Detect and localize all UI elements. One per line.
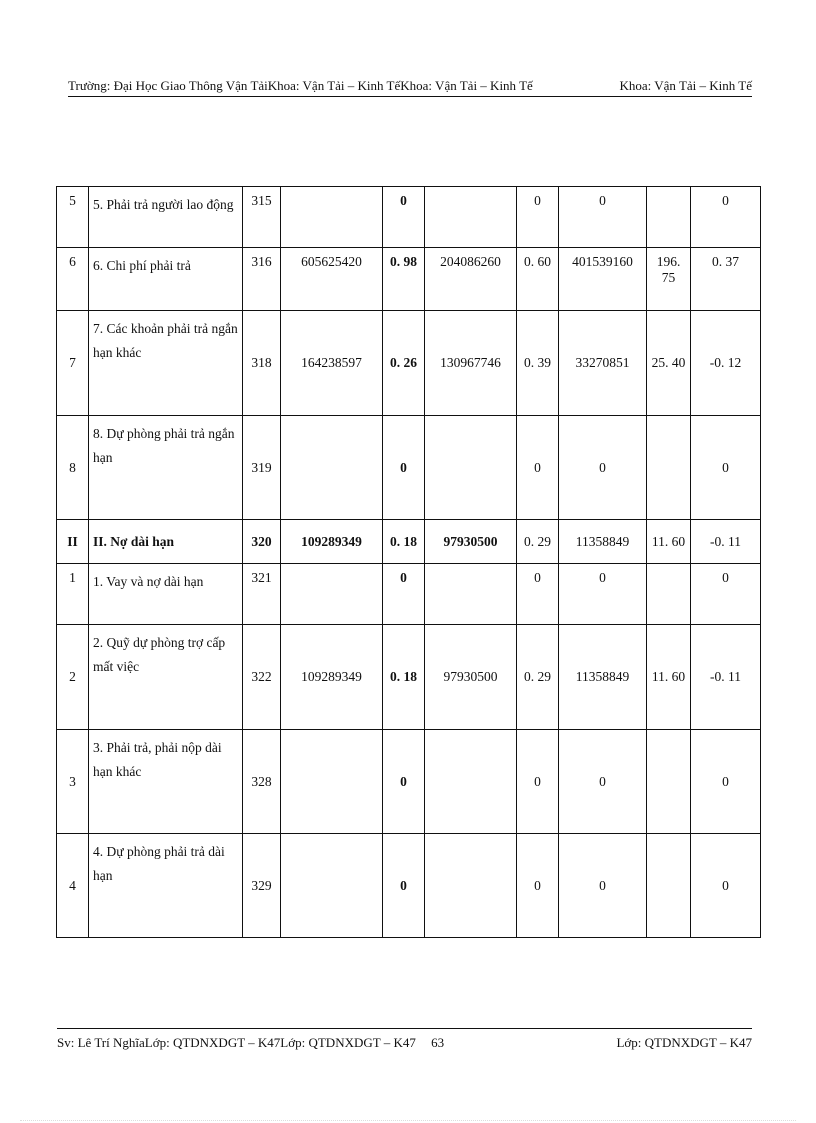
cell-value-end: 109289349 <box>281 520 383 564</box>
cell-diff-pct: 11. 60 <box>647 625 691 730</box>
cell-code: 322 <box>243 625 281 730</box>
table-row <box>57 416 761 520</box>
cell-stt: 3 <box>57 730 89 834</box>
cell-diff: 0 <box>559 416 647 520</box>
cell-pct-start: 0. 29 <box>517 520 559 564</box>
cell-pct-end: 0. 98 <box>383 248 425 311</box>
cell-pct-end: 0 <box>383 834 425 938</box>
cell-pct-end: 0 <box>383 730 425 834</box>
cell-pp: 0 <box>691 564 761 625</box>
cell-value-start: 130967746 <box>425 311 517 416</box>
table-row <box>57 520 761 564</box>
table-row <box>57 730 761 834</box>
cell-pp: 0 <box>691 834 761 938</box>
cell-diff: 11358849 <box>559 625 647 730</box>
cell-name: 1. Vay và nợ dài hạn <box>89 564 243 625</box>
page-footer <box>57 1028 752 1051</box>
cell-diff-pct <box>647 187 691 248</box>
cell-value-start <box>425 834 517 938</box>
page-number: 63 <box>431 1035 445 1050</box>
cell-value-start: 204086260 <box>425 248 517 311</box>
cell-value-start: 97930500 <box>425 520 517 564</box>
cell-pct-start: 0. 39 <box>517 311 559 416</box>
table-row <box>57 564 761 625</box>
cell-pct-end: 0 <box>383 564 425 625</box>
page-header <box>68 72 752 97</box>
cell-name: 5. Phải trả người lao động <box>89 187 243 248</box>
cell-name: 8. Dự phòng phải trả ngắn hạn <box>89 416 243 520</box>
table-row <box>57 187 761 248</box>
cell-value-end: 605625420 <box>281 248 383 311</box>
cell-code: 320 <box>243 520 281 564</box>
footer-author-text: Sv: Lê Trí NghĩaLớp: QTDNXDGT – K47Lớp: QTDNXDGT – K47 <box>57 1035 416 1050</box>
cell-diff: 33270851 <box>559 311 647 416</box>
cell-diff: 11358849 <box>559 520 647 564</box>
cell-pp: 0 <box>691 416 761 520</box>
table-row <box>57 625 761 730</box>
cell-pct-end: 0. 26 <box>383 311 425 416</box>
cell-value-end: 164238597 <box>281 311 383 416</box>
table-row <box>57 248 761 311</box>
cell-pct-start: 0. 29 <box>517 625 559 730</box>
cell-diff: 0 <box>559 564 647 625</box>
cell-pct-end: 0 <box>383 416 425 520</box>
cell-diff-pct <box>647 730 691 834</box>
cell-value-end: 109289349 <box>281 625 383 730</box>
table-row <box>57 834 761 938</box>
cell-value-start <box>425 187 517 248</box>
cell-pp: 0 <box>691 730 761 834</box>
cell-value-end <box>281 730 383 834</box>
cell-pct-end: 0. 18 <box>383 625 425 730</box>
cell-stt: 7 <box>57 311 89 416</box>
cell-pct-start: 0 <box>517 187 559 248</box>
footer-right-text: Lớp: QTDNXDGT – K47 <box>616 1035 752 1050</box>
cell-code: 321 <box>243 564 281 625</box>
cell-diff: 401539160 <box>559 248 647 311</box>
cell-stt: 6 <box>57 248 89 311</box>
footer-left <box>57 1035 456 1051</box>
cell-pct-start: 0 <box>517 834 559 938</box>
cell-stt: 4 <box>57 834 89 938</box>
cell-name: 6. Chi phí phải trả <box>89 248 243 311</box>
cell-value-end <box>281 416 383 520</box>
cell-code: 319 <box>243 416 281 520</box>
cell-diff-pct <box>647 564 691 625</box>
cell-pct-start: 0 <box>517 564 559 625</box>
cell-value-start: 97930500 <box>425 625 517 730</box>
cell-diff: 0 <box>559 834 647 938</box>
header-right-text: Khoa: Vận Tải – Kinh Tế <box>619 78 752 93</box>
cell-pp: -0. 12 <box>691 311 761 416</box>
cell-code: 318 <box>243 311 281 416</box>
cell-pct-start: 0 <box>517 730 559 834</box>
cell-name: II. Nợ dài hạn <box>89 520 243 564</box>
cell-name: 7. Các khoản phải trả ngắn hạn khác <box>89 311 243 416</box>
cell-value-end <box>281 187 383 248</box>
cell-code: 316 <box>243 248 281 311</box>
cell-stt: 1 <box>57 564 89 625</box>
cell-pp: 0. 37 <box>691 248 761 311</box>
cell-pp: -0. 11 <box>691 520 761 564</box>
cell-diff-pct: 11. 60 <box>647 520 691 564</box>
cell-value-start <box>425 416 517 520</box>
cell-value-end <box>281 834 383 938</box>
cell-pct-end: 0 <box>383 187 425 248</box>
cell-diff-pct <box>647 834 691 938</box>
cell-name: 3. Phải trả, phải nộp dài hạn khác <box>89 730 243 834</box>
table-row <box>57 311 761 416</box>
cell-pp: -0. 11 <box>691 625 761 730</box>
cell-name: 4. Dự phòng phải trả dài hạn <box>89 834 243 938</box>
cell-name: 2. Quỹ dự phòng trợ cấp mất việc <box>89 625 243 730</box>
page-bottom-divider <box>20 1120 796 1121</box>
cell-code: 329 <box>243 834 281 938</box>
cell-code: 315 <box>243 187 281 248</box>
cell-diff-pct <box>647 416 691 520</box>
cell-diff-pct: 25. 40 <box>647 311 691 416</box>
cell-stt: 8 <box>57 416 89 520</box>
cell-pct-end: 0. 18 <box>383 520 425 564</box>
cell-diff-pct: 196. 75 <box>647 248 691 311</box>
cell-value-end <box>281 564 383 625</box>
cell-stt: 2 <box>57 625 89 730</box>
cell-diff: 0 <box>559 730 647 834</box>
cell-value-start <box>425 564 517 625</box>
cell-stt: 5 <box>57 187 89 248</box>
cell-pp: 0 <box>691 187 761 248</box>
header-left-text: Trường: Đại Học Giao Thông Vận TảiKhoa: Vận Tải – Kinh TếKhoa: Vận Tải – Kinh Tế <box>68 78 533 93</box>
cell-pct-start: 0 <box>517 416 559 520</box>
cell-diff: 0 <box>559 187 647 248</box>
cell-pct-start: 0. 60 <box>517 248 559 311</box>
cell-code: 328 <box>243 730 281 834</box>
cell-value-start <box>425 730 517 834</box>
balance-sheet-table <box>56 186 761 938</box>
cell-stt: II <box>57 520 89 564</box>
